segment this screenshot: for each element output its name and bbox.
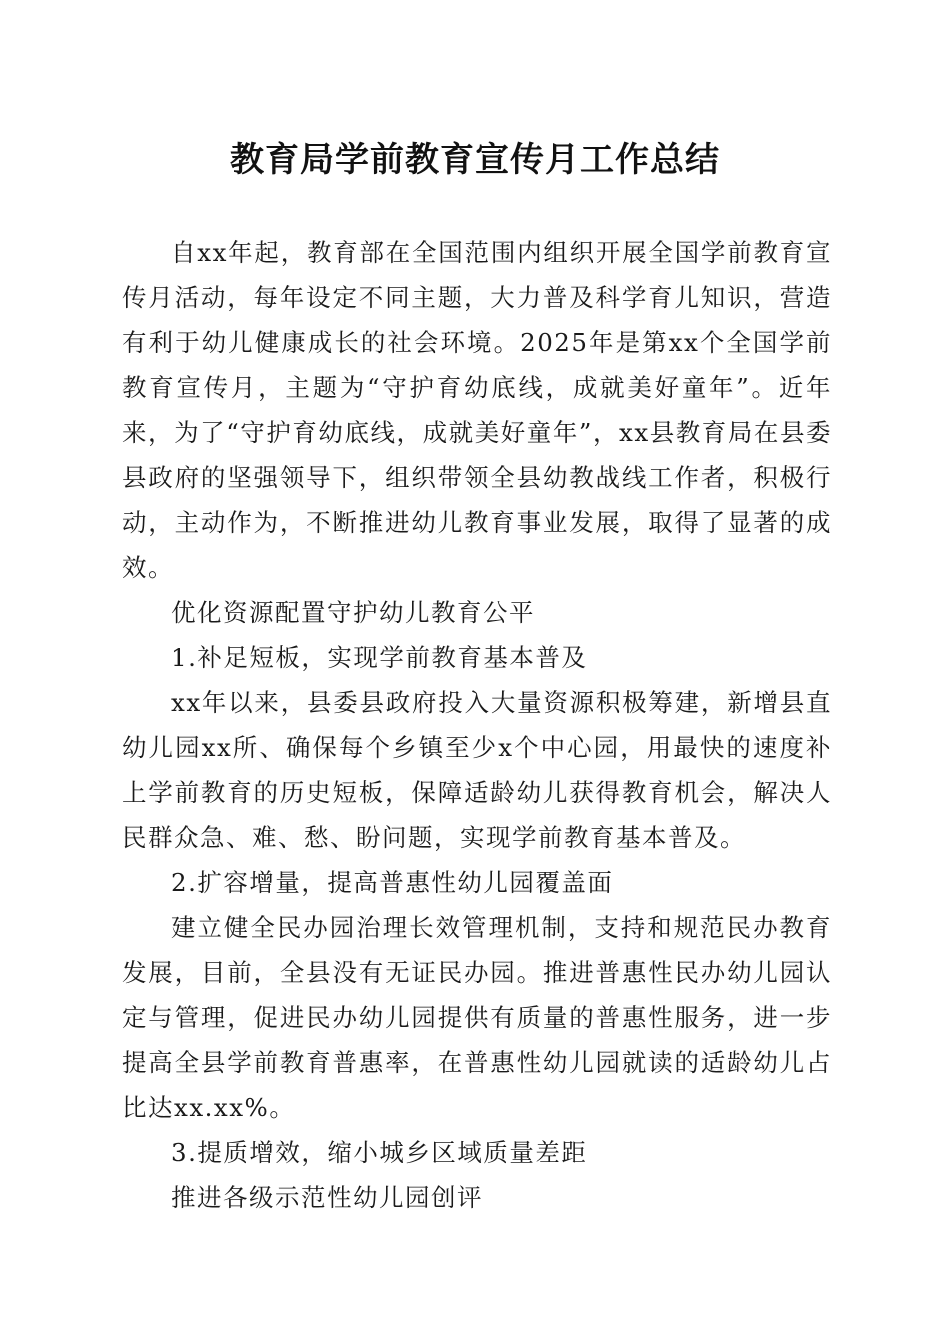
subsection-paragraph-2: 建立健全民办园治理长效管理机制，支持和规范民办教育发展，目前，全县没有无证民办园。推进普惠性民办幼儿园认定与管理，促进民办幼儿园提供有质量的普惠性服务，进一步提高全县学前教育普惠率，在普惠性幼儿园就读的适龄幼儿占比达xx.xx%。 <box>122 913 832 1122</box>
document-body <box>122 230 832 1220</box>
intro-paragraph: 自xx年起，教育部在全国范围内组织开展全国学前教育宣传月活动，每年设定不同主题，大力普及科学育儿知识，营造有利于幼儿健康成长的社会环境。2025年是第xx个全国学前教育宣传月，主题为“守护育幼底线，成就美好童年”。近年来，为了“守护育幼底线，成就美好童年”，xx县教育局在县委县政府的坚强领导下，组织带领全县幼教战线工作者，积极行动，主动作为，不断推进幼儿教育事业发展，取得了显著的成效。 <box>122 238 832 582</box>
subsection-paragraph-3: 推进各级示范性幼儿园创评 <box>171 1183 483 1212</box>
subsection-heading-1: 1.补足短板，实现学前教育基本普及 <box>171 643 588 672</box>
subsection-heading-2: 2.扩容增量，提高普惠性幼儿园覆盖面 <box>171 868 614 897</box>
subsection-paragraph-1: xx年以来，县委县政府投入大量资源积极筹建，新增县直幼儿园xx所、确保每个乡镇至少x个中心园，用最快的速度补上学前教育的历史短板，保障适龄幼儿获得教育机会，解决人民群众急、难、愁、盼问题，实现学前教育基本普及。 <box>122 688 832 852</box>
document-title: 教育局学前教育宣传月工作总结 <box>230 140 720 180</box>
section-heading: 优化资源配置守护幼儿教育公平 <box>171 598 535 627</box>
subsection-heading-3: 3.提质增效，缩小城乡区域质量差距 <box>171 1138 588 1167</box>
